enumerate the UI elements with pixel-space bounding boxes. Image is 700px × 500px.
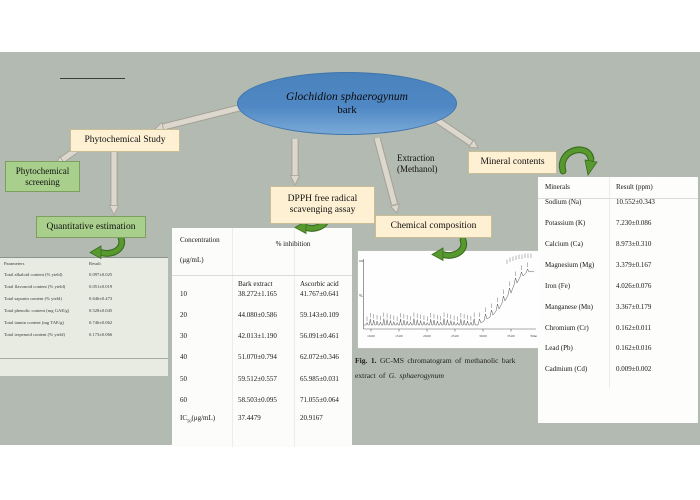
ascorbic-value: 71.055±0.064 [300,396,339,404]
mineral-name: Cadmium (Cd) [545,365,588,373]
ic50-sub: 50 [187,418,192,424]
concentration: 20 [180,311,187,319]
mineral-name: Iron (Fe) [545,282,571,290]
box-label: Phytochemical Study [84,135,166,145]
box-mineral-contents [468,151,557,174]
box-phytochemical-screening [5,161,80,192]
param-name: Total alkaloid content (% yield) [4,272,63,277]
caption-text2: extract of [355,371,389,380]
col-header: Parameters [4,261,25,266]
species-title: Glochidion sphaerogynum [286,90,408,103]
table-row [0,320,168,328]
box-label: Chemical composition [390,221,477,231]
col-header: Minerals [545,183,570,191]
col-header: Result (ppm) [616,183,653,191]
box-label: Phytochemical [15,165,70,176]
param-name: Total terpenoid content (% yield) [4,332,65,337]
table-header-row [0,261,168,269]
param-value: 0.051±0.019 [89,284,113,289]
table-row [172,353,352,365]
divider [0,358,168,359]
gcms-chromatogram [358,251,539,348]
ascorbic-value: 56.091±0.461 [300,332,339,340]
mineral-name: Sodium (Na) [545,198,582,206]
col-header: Bark extract [238,280,273,288]
box-label: Mineral contents [480,157,545,167]
table-row [538,303,698,315]
table-row [538,365,698,377]
mineral-name: Calcium (Ca) [545,240,583,248]
mineral-value: 0.009±0.002 [616,365,652,373]
col-header: Concentration [180,236,220,244]
concentration: 30 [180,332,187,340]
param-name: Total flavonoid content (% yield) [4,284,66,289]
x-tick-label: 10.00 [367,334,375,338]
box-phytochemical-study [70,129,180,152]
divider [172,275,352,276]
mineral-name: Lead (Pb) [545,344,573,352]
box-label: screening [25,176,60,187]
table-row [538,219,698,231]
ascorbic-value: 62.072±0.346 [300,353,339,361]
y-axis-label: % [359,293,363,298]
table-row [0,272,168,280]
central-topic-ellipse [237,72,457,135]
table-row [538,324,698,336]
mineral-value: 10.552±0.343 [616,198,655,206]
extraction-line2: (Methanol) [397,164,438,174]
mineral-value: 0.162±0.011 [616,324,652,332]
x-tick-label: 30.00 [479,334,487,338]
x-tick-label: 25.00 [451,334,459,338]
concentration: 40 [180,353,187,361]
mineral-name: Potassium (K) [545,219,586,227]
divider-line [60,78,125,79]
figure-caption [355,353,539,383]
table-row [0,332,168,340]
gcms-chromatogram-figure [357,250,540,349]
concentration: 50 [180,375,187,383]
mineral-value: 7.230±0.086 [616,219,652,227]
param-value: 0.173±0.066 [89,332,113,337]
y-max-label: 100 [358,259,364,263]
ic50-prefix: IC [180,414,187,422]
table-header-row [538,183,698,195]
box-label: Quantitative estimation [46,221,136,232]
col-header: Result [89,261,101,266]
table-row [172,311,352,323]
mineral-value: 3.379±0.167 [616,261,652,269]
table-row [0,296,168,304]
x-axis-label: Time [529,334,537,338]
figure-number: Fig. 1. [355,356,377,365]
box-chemical-composition [375,215,492,238]
param-value: 0.646±0.473 [89,296,113,301]
bark-value: 59.512±0.557 [238,375,277,383]
extraction-line1: Extraction [397,153,435,163]
mineral-value: 3.367±0.179 [616,303,652,311]
mineral-value: 8.973±0.310 [616,240,652,248]
ic50-label [180,414,215,423]
x-tick-label: 35.00 [507,334,515,338]
inhibition-table [172,228,352,447]
bark-value: 44.080±0.586 [238,311,277,319]
col-header: Ascorbic acid [300,280,339,288]
species-title-bark: bark [337,103,357,116]
param-name: Total phenolic content (mg GAE/g) [4,308,70,313]
ascorbic-value: 65.985±0.031 [300,375,339,383]
table-row [538,198,698,210]
ascorbic-value: 59.143±0.109 [300,311,339,319]
concentration: 60 [180,396,187,404]
param-value: 0.097±0.025 [89,272,113,277]
table-row [172,332,352,344]
table-row [0,308,168,316]
table-row [0,284,168,292]
table-row [538,282,698,294]
table-row-ic50 [172,414,352,426]
chromatogram-trace [364,254,534,326]
bark-value: 58.503±0.095 [238,396,277,404]
table-row [172,396,352,408]
caption-species: G. sphaerogynum [388,371,444,380]
table-row [172,290,352,302]
param-name: Total saponin content (% yield) [4,296,62,301]
param-value: 0.528±0.045 [89,308,113,313]
box-label: DPPH free radical [287,194,358,204]
bark-value: 42.013±1.190 [238,332,277,340]
parameters-table [0,257,168,376]
minerals-table [538,177,698,423]
mineral-value: 4.026±0.076 [616,282,652,290]
col-header: (μg/mL) [180,256,204,264]
ic50-suffix: (μg/mL) [191,414,216,422]
mineral-name: Magnesium (Mg) [545,261,595,269]
mineral-name: Chromium (Cr) [545,324,589,332]
box-quantitative-estimation [36,216,146,238]
caption-text: GC-MS chromatogram of methanolic bark [376,356,516,365]
concentration: 10 [180,290,187,298]
mineral-value: 0.162±0.016 [616,344,652,352]
x-tick-label: 15.00 [395,334,403,338]
param-value: 0.746±0.062 [89,320,113,325]
table-row [172,375,352,387]
param-name: Total tannin content (mg TAE/g) [4,320,64,325]
table-row [538,261,698,273]
mineral-name: Manganese (Mn) [545,303,594,311]
span-header: % inhibition [275,240,311,248]
ascorbic-value: 41.767±0.641 [300,290,339,298]
ascorbic-value: 20.9167 [300,414,323,422]
extraction-note [397,153,438,175]
box-dpph-assay [270,186,375,224]
table-row [538,240,698,252]
x-tick-label: 20.00 [423,334,431,338]
bark-value: 37.4479 [238,414,261,422]
x-tick-marks [371,329,511,332]
bark-value: 51.070±0.794 [238,353,277,361]
bark-value: 38.272±1.165 [238,290,277,298]
table-row [538,344,698,356]
box-label: scavenging assay [289,205,356,215]
